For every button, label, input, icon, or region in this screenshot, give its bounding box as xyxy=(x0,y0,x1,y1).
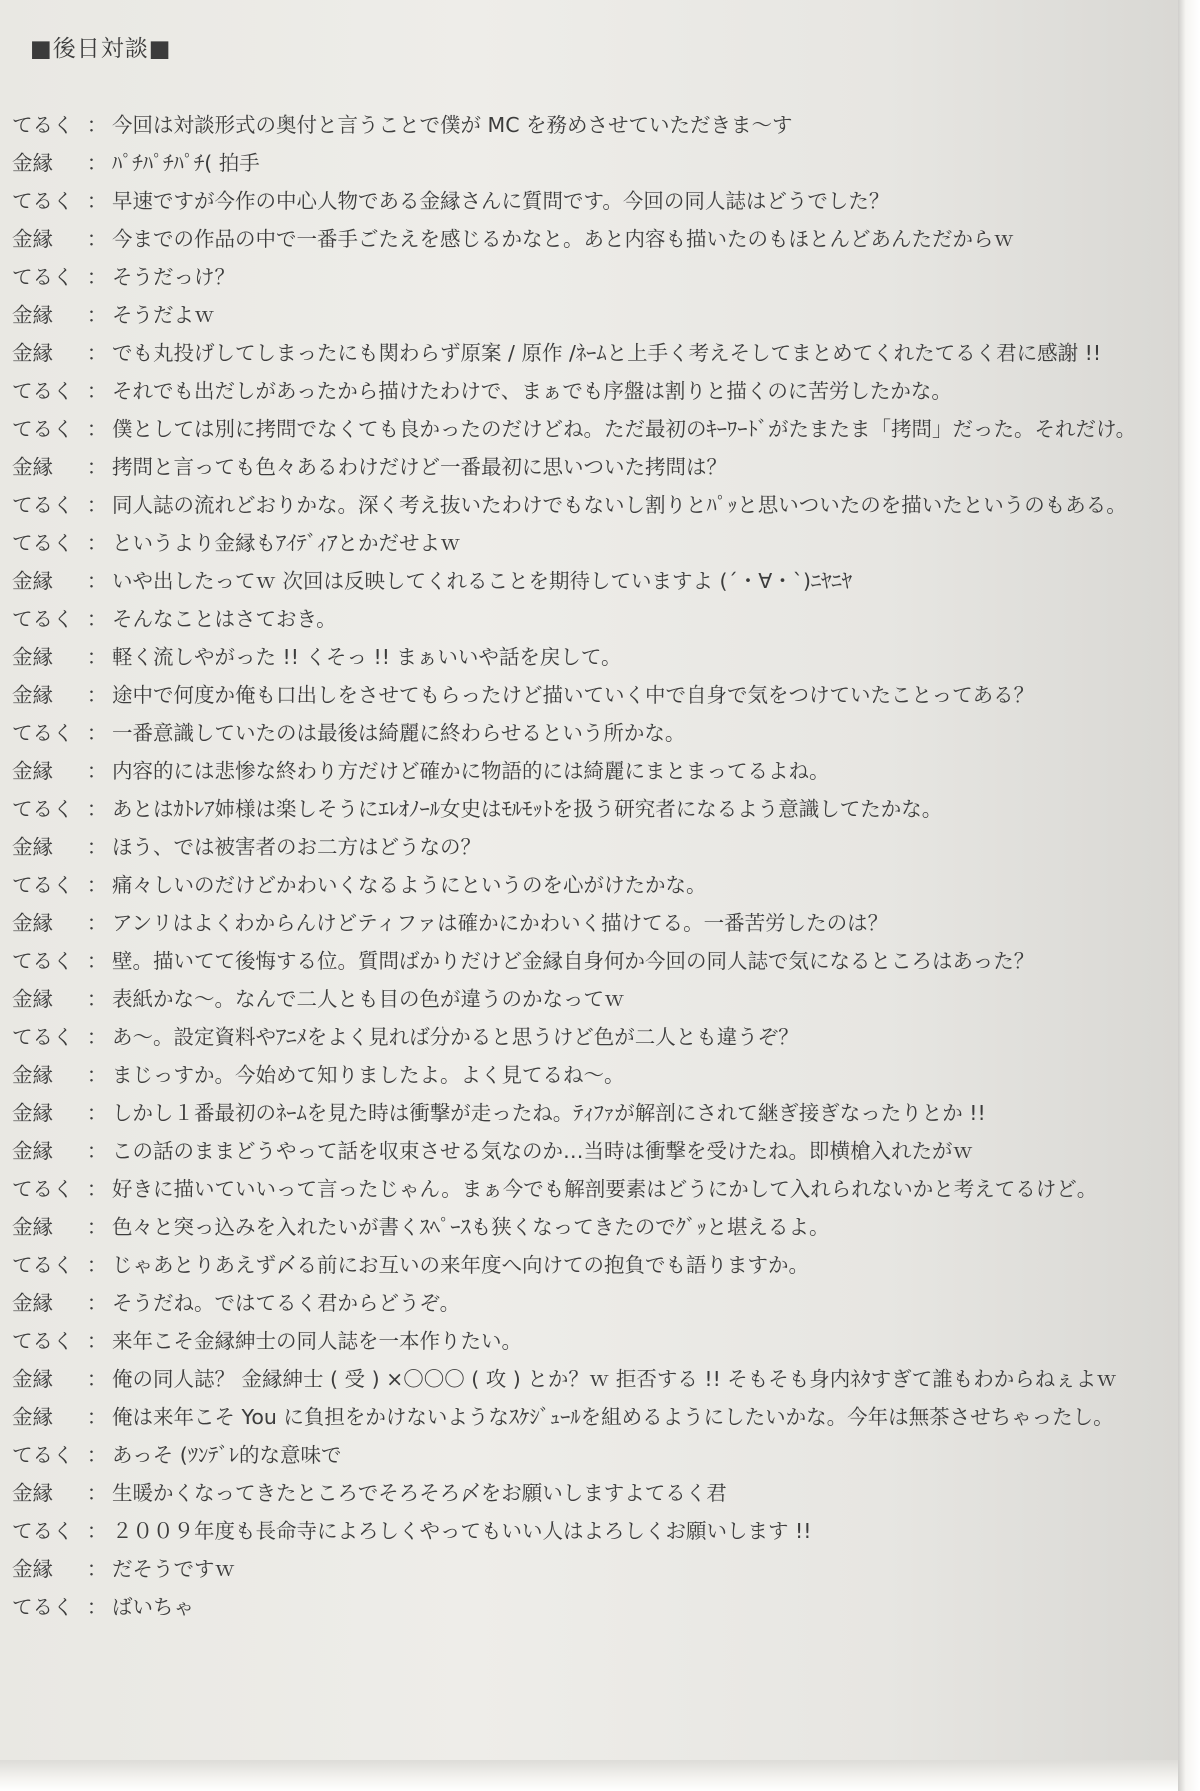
dialogue-line xyxy=(12,1590,1172,1628)
dialogue-line xyxy=(12,1134,1172,1172)
dialogue-line xyxy=(12,298,1172,336)
dialogue-line xyxy=(12,906,1172,944)
speaker-name: 金縁 xyxy=(12,455,53,479)
dialogue-line xyxy=(12,450,1172,488)
speaker-separator: ： xyxy=(86,1595,108,1619)
speaker-name: 金縁 xyxy=(12,303,53,327)
dialogue-text: そうだよｗ xyxy=(112,303,215,327)
dialogue-line xyxy=(12,678,1172,716)
speaker-name: 金縁 xyxy=(12,569,53,593)
dialogue-text: それでも出だしがあったから描けたわけで、まぁでも序盤は割りと描くのに苦労したかな。 xyxy=(112,379,952,403)
dialogue-text: しかし１番最初のﾈｰﾑを見た時は衝撃が走ったね。ﾃｨﾌｧが解剖にされて継ぎ接ぎなったりとか !! xyxy=(112,1101,986,1125)
speaker-name: 金縁 xyxy=(12,1481,53,1505)
speaker-separator: ： xyxy=(86,987,108,1011)
dialogue-text: 来年こそ金縁紳士の同人誌を一本作りたい。 xyxy=(112,1329,522,1353)
speaker-name: 金縁 xyxy=(12,1101,53,1125)
dialogue-text: 一番意識していたのは最後は綺麗に終わらせるという所かな。 xyxy=(112,721,686,745)
dialogue-text: 好きに描いていいって言ったじゃん。まぁ今でも解剖要素はどうにかして入れられないかと考えてるけど。 xyxy=(112,1177,1098,1201)
dialogue-line xyxy=(12,1210,1172,1248)
dialogue-text: そうだね。ではてるく君からどうぞ。 xyxy=(112,1291,461,1315)
dialogue-text: 同人誌の流れどおりかな。深く考え抜いたわけでもないし割りとﾊﾟｯと思いついたのを描いたというのもある。 xyxy=(112,493,1127,517)
dialogue-text: 今回は対談形式の奥付と言うことで僕が MC を務めさせていただきま～す xyxy=(112,113,793,137)
dialogue-text: でも丸投げしてしまったにも関わらず原案 / 原作 /ﾈｰﾑと上手く考えそしてまとめてくれたてるく君に感謝 !! xyxy=(112,341,1102,365)
dialogue-text: そんなことはさておき。 xyxy=(112,607,337,631)
speaker-separator: ： xyxy=(86,151,108,175)
speaker-separator: ： xyxy=(86,531,108,555)
speaker-separator: ： xyxy=(86,113,108,137)
dialogue-line xyxy=(12,146,1172,184)
dialogue-line xyxy=(12,1058,1172,1096)
speaker-separator: ： xyxy=(86,379,108,403)
dialogue-line xyxy=(12,488,1172,526)
page-bottom-edge xyxy=(0,1760,1178,1791)
speaker-name: 金縁 xyxy=(12,227,53,251)
speaker-separator: ： xyxy=(86,455,108,479)
dialogue-line xyxy=(12,108,1172,146)
dialogue-line xyxy=(12,1020,1172,1058)
dialogue-line xyxy=(12,1400,1172,1438)
speaker-name: 金縁 xyxy=(12,1291,53,1315)
speaker-separator: ： xyxy=(86,303,108,327)
dialogue-text: ２００９年度も長命寺によろしくやってもいい人はよろしくお願いします !! xyxy=(112,1519,812,1543)
speaker-name: 金縁 xyxy=(12,987,53,1011)
speaker-separator: ： xyxy=(86,759,108,783)
speaker-separator: ： xyxy=(86,645,108,669)
dialogue-text: 途中で何度か俺も口出しをさせてもらったけど描いていく中で自身で気をつけていたことってある？ xyxy=(112,683,1035,707)
dialogue-line xyxy=(12,754,1172,792)
dialogue-text: 今までの作品の中で一番手ごたえを感じるかなと。あと内容も描いたのもほとんどあんただからｗ xyxy=(112,227,1014,251)
dialogue-text: ほう、では被害者のお二方はどうなの？ xyxy=(112,835,481,859)
speaker-name: てるく xyxy=(12,1253,74,1277)
speaker-name: てるく xyxy=(12,189,74,213)
speaker-separator: ： xyxy=(86,1557,108,1581)
dialogue-line xyxy=(12,526,1172,564)
section-title: ■後日対談■ xyxy=(30,36,172,62)
speaker-separator: ： xyxy=(86,911,108,935)
dialogue-text: いや出したってｗ 次回は反映してくれることを期待していますよ (´・∀・`)ﾆﾔﾆﾔ xyxy=(112,569,853,593)
speaker-separator: ： xyxy=(86,341,108,365)
dialogue-text: だそうですｗ xyxy=(112,1557,235,1581)
speaker-separator: ： xyxy=(86,1101,108,1125)
speaker-name: てるく xyxy=(12,873,74,897)
speaker-separator: ： xyxy=(86,1253,108,1277)
dialogue-text: というより金縁もｱｲﾃﾞｨｱとかだせよｗ xyxy=(112,531,461,555)
speaker-separator: ： xyxy=(86,417,108,441)
speaker-name: てるく xyxy=(12,113,74,137)
dialogue-line xyxy=(12,1362,1172,1400)
dialogue-list xyxy=(12,108,1172,1628)
speaker-separator: ： xyxy=(86,721,108,745)
speaker-separator: ： xyxy=(86,1443,108,1467)
speaker-separator: ： xyxy=(86,569,108,593)
dialogue-line xyxy=(12,184,1172,222)
speaker-separator: ： xyxy=(86,1063,108,1087)
speaker-name: てるく xyxy=(12,1025,74,1049)
page-edge xyxy=(1178,0,1200,1791)
speaker-name: てるく xyxy=(12,797,74,821)
dialogue-text: まじっすか。今始めて知りましたよ。よく見てるね～。 xyxy=(112,1063,625,1087)
speaker-separator: ： xyxy=(86,835,108,859)
speaker-name: てるく xyxy=(12,1443,74,1467)
dialogue-text: ﾊﾟﾁﾊﾟﾁﾊﾟﾁ( 拍手 xyxy=(112,151,260,175)
speaker-name: 金縁 xyxy=(12,1405,53,1429)
dialogue-line xyxy=(12,1286,1172,1324)
speaker-separator: ： xyxy=(86,1025,108,1049)
dialogue-line xyxy=(12,830,1172,868)
dialogue-line xyxy=(12,716,1172,754)
speaker-name: 金縁 xyxy=(12,1215,53,1239)
speaker-separator: ： xyxy=(86,1367,108,1391)
dialogue-line xyxy=(12,1552,1172,1590)
speaker-separator: ： xyxy=(86,1329,108,1353)
dialogue-line xyxy=(12,792,1172,830)
speaker-separator: ： xyxy=(86,797,108,821)
dialogue-text: あとはｶﾄﾚｱ姉様は楽しそうにｴﾚｵﾉｰﾙ女史はﾓﾙﾓｯﾄを扱う研究者になるよう意識してたかな。 xyxy=(112,797,943,821)
speaker-name: てるく xyxy=(12,1519,74,1543)
speaker-separator: ： xyxy=(86,1177,108,1201)
dialogue-line xyxy=(12,1476,1172,1514)
speaker-separator: ： xyxy=(86,1405,108,1429)
dialogue-text: 痛々しいのだけどかわいくなるようにというのを心がけたかな。 xyxy=(112,873,707,897)
speaker-separator: ： xyxy=(86,189,108,213)
speaker-separator: ： xyxy=(86,949,108,973)
dialogue-line xyxy=(12,602,1172,640)
dialogue-text: 早速ですが今作の中心人物である金縁さんに質問です。今回の同人誌はどうでした？ xyxy=(112,189,890,213)
speaker-name: てるく xyxy=(12,949,74,973)
dialogue-line xyxy=(12,1324,1172,1362)
dialogue-text: じゃあとりあえず〆る前にお互いの来年度へ向けての抱負でも語りますか。 xyxy=(112,1253,809,1277)
speaker-name: 金縁 xyxy=(12,645,53,669)
dialogue-text: 軽く流しやがった !! くそっ !! まぁいいや話を戻して。 xyxy=(112,645,622,669)
dialogue-text: そうだっけ？ xyxy=(112,265,235,289)
speaker-separator: ： xyxy=(86,265,108,289)
dialogue-line xyxy=(12,222,1172,260)
speaker-name: てるく xyxy=(12,1595,74,1619)
dialogue-text: 拷問と言っても色々あるわけだけど一番最初に思いついた拷問は？ xyxy=(112,455,727,479)
speaker-name: てるく xyxy=(12,379,74,403)
dialogue-line xyxy=(12,982,1172,1020)
dialogue-line xyxy=(12,868,1172,906)
dialogue-text: 壁。描いてて後悔する位。質問ばかりだけど金縁自身何か今回の同人誌で気になるところはあった？ xyxy=(112,949,1035,973)
speaker-separator: ： xyxy=(86,1481,108,1505)
speaker-name: 金縁 xyxy=(12,151,53,175)
speaker-name: てるく xyxy=(12,265,74,289)
speaker-separator: ： xyxy=(86,493,108,517)
speaker-name: てるく xyxy=(12,721,74,745)
speaker-separator: ： xyxy=(86,607,108,631)
speaker-name: てるく xyxy=(12,531,74,555)
dialogue-text: この話のままどうやって話を収束させる気なのか…当時は衝撃を受けたね。即横槍入れたがｗ xyxy=(112,1139,973,1163)
speaker-name: 金縁 xyxy=(12,683,53,707)
dialogue-line xyxy=(12,412,1172,450)
dialogue-text: 生暖かくなってきたところでそろそろ〆をお願いしますよてるく君 xyxy=(112,1481,727,1505)
dialogue-text: アンリはよくわからんけどティファは確かにかわいく描けてる。一番苦労したのは？ xyxy=(112,911,889,935)
speaker-separator: ： xyxy=(86,1139,108,1163)
dialogue-text: 内容的には悲惨な終わり方だけど確かに物語的には綺麗にまとまってるよね。 xyxy=(112,759,830,783)
dialogue-line xyxy=(12,1248,1172,1286)
dialogue-line xyxy=(12,1172,1172,1210)
dialogue-text: あ～。設定資料やｱﾆﾒをよく見れば分かると思うけど色が二人とも違うぞ？ xyxy=(112,1025,799,1049)
speaker-separator: ： xyxy=(86,227,108,251)
speaker-name: てるく xyxy=(12,1329,74,1353)
dialogue-line xyxy=(12,1096,1172,1134)
speaker-separator: ： xyxy=(86,1215,108,1239)
speaker-name: 金縁 xyxy=(12,341,53,365)
dialogue-text: 俺の同人誌？ 金縁紳士 ( 受 ) ×〇〇〇 ( 攻 ) とか？ｗ 拒否する !! そもそも身内ﾈﾀすぎて誰もわからねぇよｗ xyxy=(112,1367,1117,1391)
dialogue-line xyxy=(12,944,1172,982)
speaker-name: 金縁 xyxy=(12,835,53,859)
speaker-name: 金縁 xyxy=(12,1557,53,1581)
speaker-name: てるく xyxy=(12,493,74,517)
dialogue-text: あっそ (ﾂﾝﾃﾞﾚ的な意味で xyxy=(112,1443,342,1467)
speaker-separator: ： xyxy=(86,683,108,707)
dialogue-line xyxy=(12,1514,1172,1552)
dialogue-line xyxy=(12,564,1172,602)
dialogue-text: 俺は来年こそ You に負担をかけないようなｽｹｼﾞｭｰﾙを組めるようにしたいかな。今年は無茶させちゃったし。 xyxy=(112,1405,1114,1429)
speaker-name: 金縁 xyxy=(12,759,53,783)
speaker-separator: ： xyxy=(86,1291,108,1315)
speaker-separator: ： xyxy=(86,873,108,897)
dialogue-line xyxy=(12,1438,1172,1476)
dialogue-line xyxy=(12,260,1172,298)
speaker-name: 金縁 xyxy=(12,1367,53,1391)
dialogue-text: ばいちゃ xyxy=(112,1595,194,1619)
dialogue-text: 表紙かな～。なんで二人とも目の色が違うのかなってｗ xyxy=(112,987,625,1011)
dialogue-text: 僕としては別に拷問でなくても良かったのだけどね。ただ最初のｷｰﾜｰﾄﾞがたまたま「拷問」だった。それだけ。 xyxy=(112,417,1137,441)
speaker-name: 金縁 xyxy=(12,1139,53,1163)
dialogue-line xyxy=(12,374,1172,412)
dialogue-line xyxy=(12,640,1172,678)
speaker-separator: ： xyxy=(86,1519,108,1543)
speaker-name: てるく xyxy=(12,607,74,631)
speaker-name: てるく xyxy=(12,1177,74,1201)
speaker-name: 金縁 xyxy=(12,1063,53,1087)
speaker-name: てるく xyxy=(12,417,74,441)
dialogue-text: 色々と突っ込みを入れたいが書くｽﾍﾟｰｽも狭くなってきたのでｸﾞｯと堪えるよ。 xyxy=(112,1215,830,1239)
dialogue-line xyxy=(12,336,1172,374)
speaker-name: 金縁 xyxy=(12,911,53,935)
